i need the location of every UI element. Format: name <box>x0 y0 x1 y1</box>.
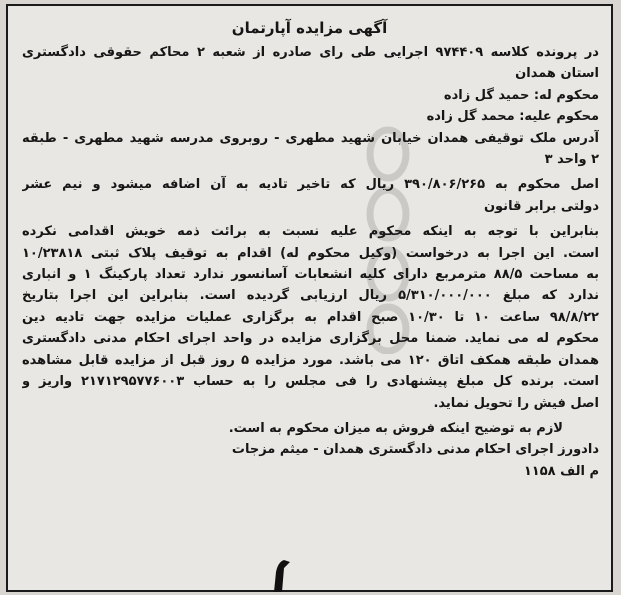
valuation-line: ندارد که مبلغ ۵/۳۱۰/۰۰۰/۰۰۰ ریال ارزیابی گردیده است. بنابراین این اجرا بتاریخ <box>22 288 599 304</box>
auction-date-line: ۹۸/۸/۲۲ ساعت ۱۰ تا ۱۰/۳۰ صبح اقدام به برگزاری عملیات مزایده جهت تادیه دین <box>22 309 599 325</box>
auction-notice <box>6 4 613 592</box>
note-line: لازم به توضیح اینکه فروش به میزان محکوم به است. <box>228 420 563 436</box>
judgment-debtor: محکوم علیه: محمد گل زاده <box>426 109 599 125</box>
notice-line: ۲ واحد ۳ <box>544 152 599 168</box>
reference-code: م الف ۱۱۵۸ <box>523 463 599 479</box>
signature-mark <box>270 558 294 592</box>
notice-line: است. این اجرا به درخواست (وکیل محکوم له) اقدام به توقیف پلاک ثبتی ۱۰/۲۳۸۱۸ <box>22 245 599 261</box>
account-line: است. برنده کل مبلغ پیشنهادی را فی مجلس را به حساب ۲۱۷۱۲۹۵۷۷۶۰۰۳ واریز و <box>22 374 599 390</box>
signatory-line: دادورز اجرای احکام مدنی دادگستری همدان - میثم مزجات <box>231 442 599 458</box>
judgment-amount: اصل محکوم به ۳۹۰/۸۰۶/۲۶۵ ریال که تاخیر تادیه به آن اضافه میشود و نیم عشر <box>22 177 599 193</box>
notice-line: به مساحت ۸۸/۵ مترمربع دارای کلیه انشعابات آسانسور ندارد تعداد پارکینگ ۱ و انباری <box>22 267 599 283</box>
property-address: آدرس ملک توقیفی همدان خیابان شهید مطهری - روبروی مدرسه شهید مطهری - طبقه <box>22 130 599 146</box>
notice-body <box>8 38 611 482</box>
judgment-creditor: محکوم له: حمید گل زاده <box>443 87 599 103</box>
notice-line: همدان طبقه همکف اتاق ۱۲۰ می باشد. مورد مزایده ۵ روز قبل از مزایده قابل مشاهده <box>22 352 599 368</box>
notice-line: دولتی برابر قانون <box>483 198 599 214</box>
notice-line: در پرونده کلاسه ۹۷۴۴۰۹ اجرایی طی رای صادره از شعبه ۲ محاکم حقوقی دادگستری <box>22 45 599 60</box>
notice-line: محکوم له می نماید. ضمنا محل برگزاری مزایده در واحد اجرای احکام مدنی دادگستری <box>22 331 599 347</box>
notice-line: اصل فیش را تحویل نماید. <box>433 395 599 411</box>
notice-title: آگهی مزایده آپارتمان <box>231 19 388 37</box>
notice-line: استان همدان <box>515 66 599 82</box>
notice-line: بنابراین با توجه به اینکه محکوم علیه نسبت به برائت ذمه خویش اقدامی نکرده <box>22 224 599 240</box>
